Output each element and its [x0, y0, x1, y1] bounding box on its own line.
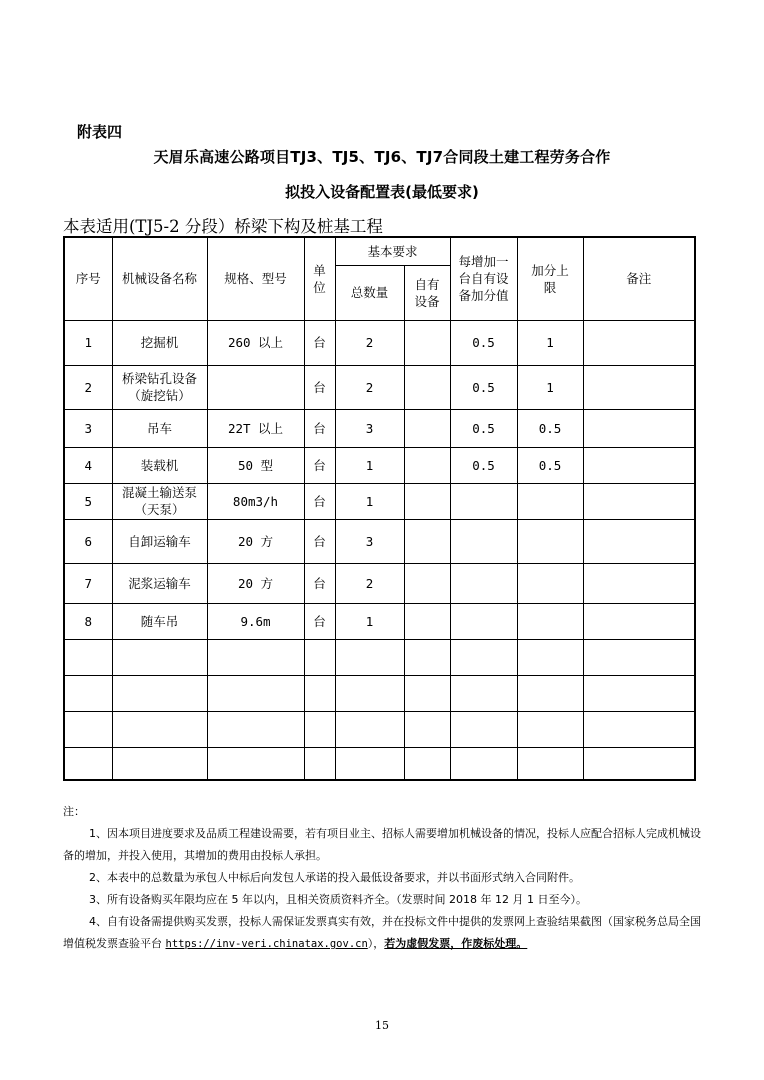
notes-section: [63, 801, 703, 955]
empty-cell: [450, 747, 517, 780]
cell-add-per: [450, 519, 517, 563]
cell-remark: [583, 603, 695, 639]
cell-name: 随车吊: [112, 603, 207, 639]
cell-own: [404, 409, 450, 447]
empty-cell: [583, 711, 695, 747]
empty-table-row: [64, 747, 695, 780]
cell-add-per: 0.5: [450, 409, 517, 447]
table-row: [64, 365, 695, 409]
empty-cell: [404, 711, 450, 747]
cell-total: 2: [335, 365, 404, 409]
empty-table-row: [64, 675, 695, 711]
cell-add-per: 0.5: [450, 447, 517, 483]
cell-seq: 4: [64, 447, 112, 483]
cell-total: 3: [335, 519, 404, 563]
table-row: [64, 563, 695, 603]
cell-seq: 6: [64, 519, 112, 563]
empty-cell: [207, 747, 304, 780]
cell-seq: 2: [64, 365, 112, 409]
cell-add-limit: [517, 483, 583, 519]
header-add-per: [450, 237, 517, 320]
cell-remark: [583, 483, 695, 519]
cell-add-per: 0.5: [450, 320, 517, 365]
cell-own: [404, 563, 450, 603]
cell-name-text: 混凝土输送泵（天泵）: [121, 485, 197, 517]
cell-unit: 台: [304, 365, 335, 409]
cell-total: 3: [335, 409, 404, 447]
cell-own: [404, 519, 450, 563]
empty-cell: [64, 675, 112, 711]
header-seq: 序号: [64, 237, 112, 320]
cell-remark: [583, 320, 695, 365]
cell-add-per: [450, 563, 517, 603]
cell-total: 1: [335, 447, 404, 483]
table-row: [64, 320, 695, 365]
header-basic-requirements: 基本要求: [335, 237, 450, 265]
cell-name: 吊车: [112, 409, 207, 447]
cell-unit: 台: [304, 603, 335, 639]
cell-spec: 80m3/h: [207, 483, 304, 519]
empty-cell: [112, 675, 207, 711]
table-row: [64, 447, 695, 483]
note-4-close: ），: [367, 937, 385, 950]
cell-seq: 1: [64, 320, 112, 365]
cell-name: 自卸运输车: [112, 519, 207, 563]
empty-cell: [335, 675, 404, 711]
empty-cell: [450, 639, 517, 675]
equipment-table: [63, 236, 696, 781]
cell-spec: 9.6m: [207, 603, 304, 639]
note-4-warning: 若为虚假发票，作废标处理。: [384, 937, 528, 950]
note-2: 2、本表中的总数量为承包人中标后向发包人承诺的投入最低设备要求，并以书面形式纳入合同附件。: [89, 871, 580, 884]
header-total: 总数量: [335, 265, 404, 320]
cell-seq: 5: [64, 483, 112, 519]
cell-seq: 8: [64, 603, 112, 639]
empty-cell: [335, 711, 404, 747]
empty-cell: [64, 639, 112, 675]
header-name: 机械设备名称: [112, 237, 207, 320]
cell-add-limit: [517, 519, 583, 563]
empty-cell: [583, 675, 695, 711]
empty-cell: [304, 747, 335, 780]
cell-name: [112, 483, 207, 519]
cell-total: 2: [335, 320, 404, 365]
empty-table-row: [64, 711, 695, 747]
appendix-label: 附表四: [77, 123, 123, 141]
empty-cell: [450, 675, 517, 711]
empty-cell: [583, 747, 695, 780]
cell-unit: 台: [304, 409, 335, 447]
header-own-text: 自有设备: [414, 276, 440, 309]
cell-spec: 20 方: [207, 563, 304, 603]
cell-spec: 260 以上: [207, 320, 304, 365]
empty-cell: [112, 639, 207, 675]
empty-cell: [207, 675, 304, 711]
notes-label: 注：: [63, 805, 85, 818]
cell-add-limit: 0.5: [517, 447, 583, 483]
document-title-line-2: 拟投入设备配置表(最低要求): [285, 183, 479, 201]
empty-cell: [112, 711, 207, 747]
cell-add-limit: [517, 603, 583, 639]
empty-cell: [517, 675, 583, 711]
empty-cell: [517, 711, 583, 747]
cell-remark: [583, 519, 695, 563]
empty-cell: [517, 747, 583, 780]
equipment-table-body: [64, 237, 695, 780]
header-own: [404, 265, 450, 320]
empty-cell: [112, 747, 207, 780]
cell-spec: 50 型: [207, 447, 304, 483]
cell-own: [404, 483, 450, 519]
cell-remark: [583, 447, 695, 483]
cell-add-limit: 1: [517, 365, 583, 409]
cell-add-per: 0.5: [450, 365, 517, 409]
cell-add-limit: 1: [517, 320, 583, 365]
empty-cell: [583, 639, 695, 675]
cell-unit: 台: [304, 519, 335, 563]
empty-cell: [335, 747, 404, 780]
note-3: 3、所有设备购买年限均应在 5 年以内，且相关资质资料齐全。（发票时间 2018 年 12 月 1 日至今）。: [89, 893, 587, 906]
header-spec: 规格、型号: [207, 237, 304, 320]
empty-cell: [207, 639, 304, 675]
document-title-line-1: 天眉乐高速公路项目TJ3、TJ5、TJ6、TJ7合同段土建工程劳务合作: [153, 148, 611, 166]
cell-own: [404, 603, 450, 639]
page-number: 15: [375, 1019, 389, 1032]
cell-seq: 7: [64, 563, 112, 603]
empty-cell: [304, 639, 335, 675]
note-1: 1、因本项目进度要求及品质工程建设需要，若有项目业主、招标人需要增加机械设备的情况，投标人应配合招标人完成机械设备的增加，并投入使用，其增加的费用由投标人承担。: [63, 827, 701, 862]
cell-remark: [583, 365, 695, 409]
empty-table-row: [64, 639, 695, 675]
cell-remark: [583, 409, 695, 447]
cell-remark: [583, 563, 695, 603]
cell-own: [404, 320, 450, 365]
header-add-limit-text: 加分上限: [531, 262, 569, 295]
cell-own: [404, 365, 450, 409]
note-4-text: 4、自有设备需提供购买发票，投标人需保证发票真实有效，并在投标文件中提供的发票网上查验结果截图（国家税务总局全国增值税发票查验平台: [63, 915, 701, 950]
cell-unit: 台: [304, 320, 335, 365]
header-unit: [304, 237, 335, 320]
header-unit-text: 单位: [313, 262, 326, 295]
table-scope-caption: 本表适用(TJ5-2 分段）桥梁下构及桩基工程: [63, 217, 383, 236]
cell-add-per: [450, 603, 517, 639]
cell-unit: 台: [304, 447, 335, 483]
cell-name: 挖掘机: [112, 320, 207, 365]
empty-cell: [404, 675, 450, 711]
cell-name: [112, 365, 207, 409]
empty-cell: [404, 639, 450, 675]
cell-add-limit: [517, 563, 583, 603]
cell-own: [404, 447, 450, 483]
invoice-verify-link[interactable]: https://inv-veri.chinatax.gov.cn: [165, 938, 368, 950]
empty-cell: [517, 639, 583, 675]
header-row-1: [64, 237, 695, 265]
empty-cell: [64, 747, 112, 780]
cell-unit: 台: [304, 483, 335, 519]
table-row: [64, 519, 695, 563]
table-row: [64, 483, 695, 519]
cell-total: 1: [335, 483, 404, 519]
cell-spec: [207, 365, 304, 409]
cell-name: 泥浆运输车: [112, 563, 207, 603]
cell-spec: 20 方: [207, 519, 304, 563]
cell-seq: 3: [64, 409, 112, 447]
cell-total: 1: [335, 603, 404, 639]
cell-name-text: 桥梁钻孔设备（旋挖钻）: [121, 371, 197, 403]
empty-cell: [64, 711, 112, 747]
header-remark: 备注: [583, 237, 695, 320]
empty-cell: [304, 711, 335, 747]
table-row: [64, 603, 695, 639]
empty-cell: [335, 639, 404, 675]
cell-total: 2: [335, 563, 404, 603]
table-row: [64, 409, 695, 447]
empty-cell: [304, 675, 335, 711]
note-4: [63, 911, 703, 955]
cell-spec: 22T 以上: [207, 409, 304, 447]
cell-name: 装载机: [112, 447, 207, 483]
empty-cell: [450, 711, 517, 747]
cell-unit: 台: [304, 563, 335, 603]
header-add-limit: [517, 237, 583, 320]
cell-add-limit: 0.5: [517, 409, 583, 447]
cell-add-per: [450, 483, 517, 519]
empty-cell: [207, 711, 304, 747]
header-add-per-text: 每增加一台自有设备加分值: [458, 254, 509, 304]
empty-cell: [404, 747, 450, 780]
